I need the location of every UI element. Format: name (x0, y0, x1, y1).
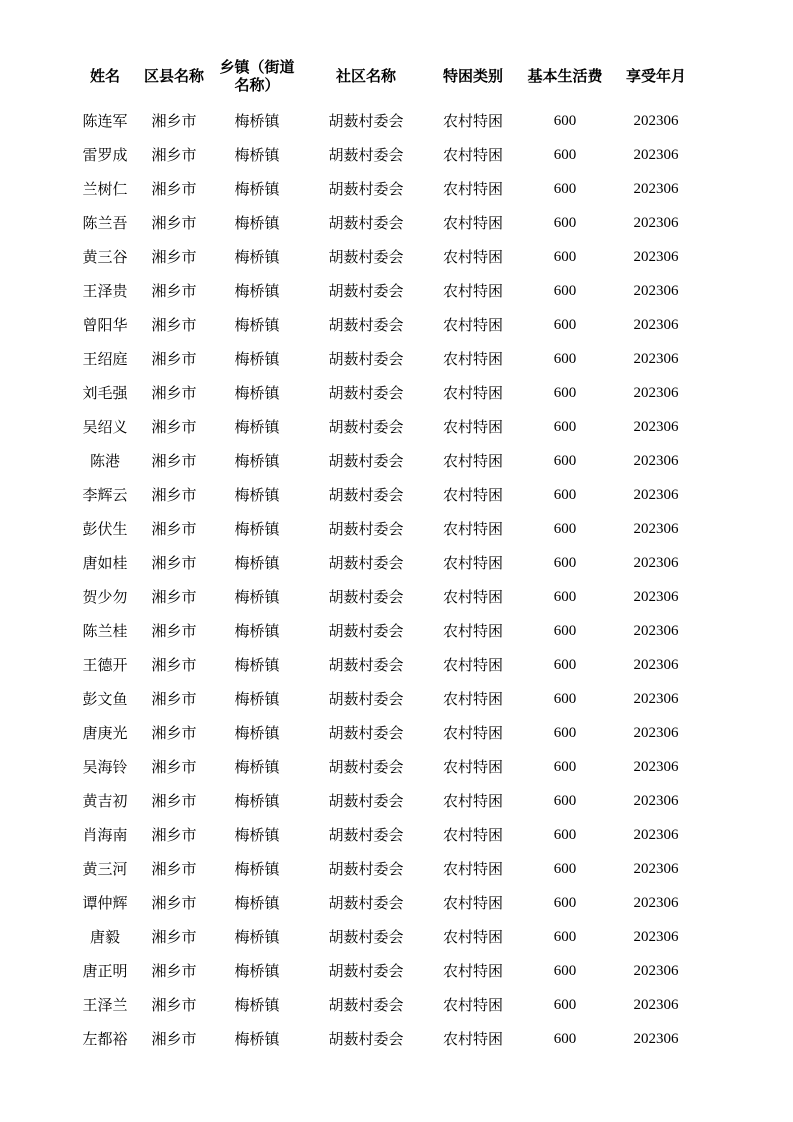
category-cell: 农村特困 (442, 418, 503, 436)
district-cell: 湘乡市 (151, 384, 197, 402)
category-cell: 农村特困 (442, 690, 503, 708)
district-cell: 湘乡市 (151, 486, 197, 504)
name-cell: 肖海南 (82, 826, 128, 844)
month-cell: 202306 (633, 589, 679, 605)
category-cell: 农村特困 (442, 282, 503, 300)
month-cell: 202306 (633, 317, 679, 333)
district-cell: 湘乡市 (151, 282, 197, 300)
month-cell: 202306 (633, 249, 679, 265)
district-cell: 湘乡市 (151, 316, 197, 334)
district-cell: 湘乡市 (151, 894, 197, 912)
allowance-cell: 600 (553, 793, 577, 809)
town-cell: 梅桥镇 (234, 962, 280, 980)
category-cell: 农村特困 (442, 724, 503, 742)
table-row (0, 920, 793, 954)
allowance-cell: 600 (553, 385, 577, 401)
name-cell: 唐毅 (89, 928, 120, 946)
town-cell: 梅桥镇 (234, 452, 280, 470)
allowance-cell: 600 (553, 895, 577, 911)
district-cell: 湘乡市 (151, 588, 197, 606)
month-cell: 202306 (633, 419, 679, 435)
header-district: 区县名称 (143, 67, 204, 85)
district-cell: 湘乡市 (151, 860, 197, 878)
district-cell: 湘乡市 (151, 452, 197, 470)
name-cell: 王德开 (82, 656, 128, 674)
district-cell: 湘乡市 (151, 758, 197, 776)
town-cell: 梅桥镇 (234, 112, 280, 130)
town-cell: 梅桥镇 (234, 928, 280, 946)
allowance-cell: 600 (553, 283, 577, 299)
district-cell: 湘乡市 (151, 520, 197, 538)
name-cell: 彭伏生 (82, 520, 128, 538)
community-cell: 胡薮村委会 (328, 1030, 404, 1048)
town-cell: 梅桥镇 (234, 418, 280, 436)
community-cell: 胡薮村委会 (328, 928, 404, 946)
community-cell: 胡薮村委会 (328, 350, 404, 368)
district-cell: 湘乡市 (151, 1030, 197, 1048)
month-cell: 202306 (633, 181, 679, 197)
category-cell: 农村特困 (442, 486, 503, 504)
table-row (0, 648, 793, 682)
month-cell: 202306 (633, 487, 679, 503)
table-row (0, 682, 793, 716)
allowance-cell: 600 (553, 725, 577, 741)
allowance-cell: 600 (553, 215, 577, 231)
category-cell: 农村特困 (442, 112, 503, 130)
community-cell: 胡薮村委会 (328, 690, 404, 708)
town-cell: 梅桥镇 (234, 486, 280, 504)
allowance-cell: 600 (553, 929, 577, 945)
month-cell: 202306 (633, 283, 679, 299)
header-category: 特困类别 (442, 67, 503, 85)
community-cell: 胡薮村委会 (328, 656, 404, 674)
town-cell: 梅桥镇 (234, 758, 280, 776)
category-cell: 农村特困 (442, 792, 503, 810)
name-cell: 唐如桂 (82, 554, 128, 572)
month-cell: 202306 (633, 521, 679, 537)
category-cell: 农村特困 (442, 146, 503, 164)
town-cell: 梅桥镇 (234, 248, 280, 266)
table-row (0, 716, 793, 750)
district-cell: 湘乡市 (151, 724, 197, 742)
category-cell: 农村特困 (442, 350, 503, 368)
header-community: 社区名称 (335, 67, 396, 85)
name-cell: 吴海铃 (82, 758, 128, 776)
month-cell: 202306 (633, 997, 679, 1013)
allowance-cell: 600 (553, 419, 577, 435)
category-cell: 农村特困 (442, 826, 503, 844)
month-cell: 202306 (633, 691, 679, 707)
name-cell: 黄三谷 (82, 248, 128, 266)
allowance-cell: 600 (553, 861, 577, 877)
name-cell: 雷罗成 (82, 146, 128, 164)
month-cell: 202306 (633, 895, 679, 911)
community-cell: 胡薮村委会 (328, 520, 404, 538)
name-cell: 贺少勿 (82, 588, 128, 606)
category-cell: 农村特困 (442, 894, 503, 912)
name-cell: 陈连军 (82, 112, 128, 130)
month-cell: 202306 (633, 657, 679, 673)
name-cell: 左都裕 (82, 1030, 128, 1048)
header-town: 乡镇（街道 名称） (219, 58, 295, 94)
category-cell: 农村特困 (442, 520, 503, 538)
town-cell: 梅桥镇 (234, 894, 280, 912)
table-row (0, 818, 793, 852)
district-cell: 湘乡市 (151, 962, 197, 980)
category-cell: 农村特困 (442, 452, 503, 470)
table-row (0, 138, 793, 172)
category-cell: 农村特困 (442, 622, 503, 640)
community-cell: 胡薮村委会 (328, 418, 404, 436)
month-cell: 202306 (633, 929, 679, 945)
community-cell: 胡薮村委会 (328, 180, 404, 198)
category-cell: 农村特困 (442, 588, 503, 606)
allowance-cell: 600 (553, 317, 577, 333)
table-row (0, 886, 793, 920)
community-cell: 胡薮村委会 (328, 860, 404, 878)
community-cell: 胡薮村委会 (328, 282, 404, 300)
month-cell: 202306 (633, 861, 679, 877)
table-row (0, 988, 793, 1022)
community-cell: 胡薮村委会 (328, 146, 404, 164)
table-row (0, 478, 793, 512)
town-cell: 梅桥镇 (234, 350, 280, 368)
district-cell: 湘乡市 (151, 792, 197, 810)
town-cell: 梅桥镇 (234, 826, 280, 844)
table-row (0, 1022, 793, 1056)
header-name: 姓名 (89, 67, 120, 85)
town-cell: 梅桥镇 (234, 384, 280, 402)
table-row (0, 308, 793, 342)
month-cell: 202306 (633, 623, 679, 639)
community-cell: 胡薮村委会 (328, 384, 404, 402)
allowance-cell: 600 (553, 657, 577, 673)
name-cell: 兰树仁 (82, 180, 128, 198)
town-cell: 梅桥镇 (234, 690, 280, 708)
allowance-cell: 600 (553, 963, 577, 979)
month-cell: 202306 (633, 147, 679, 163)
month-cell: 202306 (633, 963, 679, 979)
category-cell: 农村特困 (442, 996, 503, 1014)
category-cell: 农村特困 (442, 962, 503, 980)
name-cell: 吴绍义 (82, 418, 128, 436)
month-cell: 202306 (633, 453, 679, 469)
community-cell: 胡薮村委会 (328, 758, 404, 776)
town-cell: 梅桥镇 (234, 724, 280, 742)
name-cell: 陈兰吾 (82, 214, 128, 232)
town-cell: 梅桥镇 (234, 1030, 280, 1048)
month-cell: 202306 (633, 725, 679, 741)
table-row (0, 342, 793, 376)
category-cell: 农村特困 (442, 1030, 503, 1048)
table-row (0, 444, 793, 478)
table-row (0, 546, 793, 580)
category-cell: 农村特困 (442, 656, 503, 674)
category-cell: 农村特困 (442, 316, 503, 334)
name-cell: 彭文鱼 (82, 690, 128, 708)
allowance-cell: 600 (553, 589, 577, 605)
allowance-cell: 600 (553, 181, 577, 197)
allowance-cell: 600 (553, 827, 577, 843)
district-cell: 湘乡市 (151, 928, 197, 946)
community-cell: 胡薮村委会 (328, 792, 404, 810)
month-cell: 202306 (633, 1031, 679, 1047)
category-cell: 农村特困 (442, 928, 503, 946)
town-cell: 梅桥镇 (234, 214, 280, 232)
header-start-month: 享受年月 (625, 67, 686, 85)
allowance-cell: 600 (553, 487, 577, 503)
category-cell: 农村特困 (442, 384, 503, 402)
allowance-cell: 600 (553, 521, 577, 537)
town-cell: 梅桥镇 (234, 792, 280, 810)
district-cell: 湘乡市 (151, 350, 197, 368)
community-cell: 胡薮村委会 (328, 554, 404, 572)
district-cell: 湘乡市 (151, 690, 197, 708)
category-cell: 农村特困 (442, 214, 503, 232)
community-cell: 胡薮村委会 (328, 248, 404, 266)
category-cell: 农村特困 (442, 758, 503, 776)
table-row (0, 750, 793, 784)
name-cell: 曾阳华 (82, 316, 128, 334)
header-living-allowance: 基本生活费 (527, 67, 603, 85)
table-row (0, 240, 793, 274)
district-cell: 湘乡市 (151, 180, 197, 198)
community-cell: 胡薮村委会 (328, 962, 404, 980)
name-cell: 陈兰桂 (82, 622, 128, 640)
town-cell: 梅桥镇 (234, 860, 280, 878)
name-cell: 黄吉初 (82, 792, 128, 810)
allowance-cell: 600 (553, 1031, 577, 1047)
month-cell: 202306 (633, 759, 679, 775)
district-cell: 湘乡市 (151, 996, 197, 1014)
town-cell: 梅桥镇 (234, 316, 280, 334)
name-cell: 王绍庭 (82, 350, 128, 368)
name-cell: 唐庚光 (82, 724, 128, 742)
table-row (0, 274, 793, 308)
month-cell: 202306 (633, 793, 679, 809)
name-cell: 王泽贵 (82, 282, 128, 300)
name-cell: 谭仲辉 (82, 894, 128, 912)
community-cell: 胡薮村委会 (328, 826, 404, 844)
town-cell: 梅桥镇 (234, 996, 280, 1014)
category-cell: 农村特困 (442, 180, 503, 198)
community-cell: 胡薮村委会 (328, 452, 404, 470)
name-cell: 陈港 (89, 452, 120, 470)
name-cell: 黄三河 (82, 860, 128, 878)
category-cell: 农村特困 (442, 554, 503, 572)
town-cell: 梅桥镇 (234, 282, 280, 300)
allowance-cell: 600 (553, 147, 577, 163)
community-cell: 胡薮村委会 (328, 112, 404, 130)
allowance-cell: 600 (553, 555, 577, 571)
name-cell: 王泽兰 (82, 996, 128, 1014)
allowance-cell: 600 (553, 997, 577, 1013)
district-cell: 湘乡市 (151, 214, 197, 232)
month-cell: 202306 (633, 351, 679, 367)
allowance-cell: 600 (553, 249, 577, 265)
table-row (0, 784, 793, 818)
district-cell: 湘乡市 (151, 622, 197, 640)
town-cell: 梅桥镇 (234, 656, 280, 674)
month-cell: 202306 (633, 555, 679, 571)
allowance-cell: 600 (553, 691, 577, 707)
community-cell: 胡薮村委会 (328, 214, 404, 232)
name-cell: 刘毛强 (82, 384, 128, 402)
allowance-cell: 600 (553, 623, 577, 639)
month-cell: 202306 (633, 215, 679, 231)
community-cell: 胡薮村委会 (328, 588, 404, 606)
allowance-cell: 600 (553, 351, 577, 367)
district-cell: 湘乡市 (151, 656, 197, 674)
table-row (0, 954, 793, 988)
allowance-cell: 600 (553, 453, 577, 469)
table-row (0, 512, 793, 546)
district-cell: 湘乡市 (151, 248, 197, 266)
month-cell: 202306 (633, 827, 679, 843)
allowance-cell: 600 (553, 759, 577, 775)
town-cell: 梅桥镇 (234, 520, 280, 538)
community-cell: 胡薮村委会 (328, 316, 404, 334)
table-row (0, 376, 793, 410)
town-cell: 梅桥镇 (234, 180, 280, 198)
table-row (0, 614, 793, 648)
community-cell: 胡薮村委会 (328, 996, 404, 1014)
community-cell: 胡薮村委会 (328, 622, 404, 640)
town-cell: 梅桥镇 (234, 588, 280, 606)
table-row (0, 206, 793, 240)
month-cell: 202306 (633, 113, 679, 129)
community-cell: 胡薮村委会 (328, 724, 404, 742)
name-cell: 唐正明 (82, 962, 128, 980)
community-cell: 胡薮村委会 (328, 894, 404, 912)
category-cell: 农村特困 (442, 860, 503, 878)
table-row (0, 410, 793, 444)
category-cell: 农村特困 (442, 248, 503, 266)
district-cell: 湘乡市 (151, 826, 197, 844)
month-cell: 202306 (633, 385, 679, 401)
district-cell: 湘乡市 (151, 418, 197, 436)
town-cell: 梅桥镇 (234, 554, 280, 572)
district-cell: 湘乡市 (151, 146, 197, 164)
table-row (0, 852, 793, 886)
allowance-cell: 600 (553, 113, 577, 129)
name-cell: 李辉云 (82, 486, 128, 504)
table-row (0, 172, 793, 206)
district-cell: 湘乡市 (151, 554, 197, 572)
district-cell: 湘乡市 (151, 112, 197, 130)
table-row (0, 104, 793, 138)
community-cell: 胡薮村委会 (328, 486, 404, 504)
town-cell: 梅桥镇 (234, 622, 280, 640)
table-row (0, 580, 793, 614)
town-cell: 梅桥镇 (234, 146, 280, 164)
